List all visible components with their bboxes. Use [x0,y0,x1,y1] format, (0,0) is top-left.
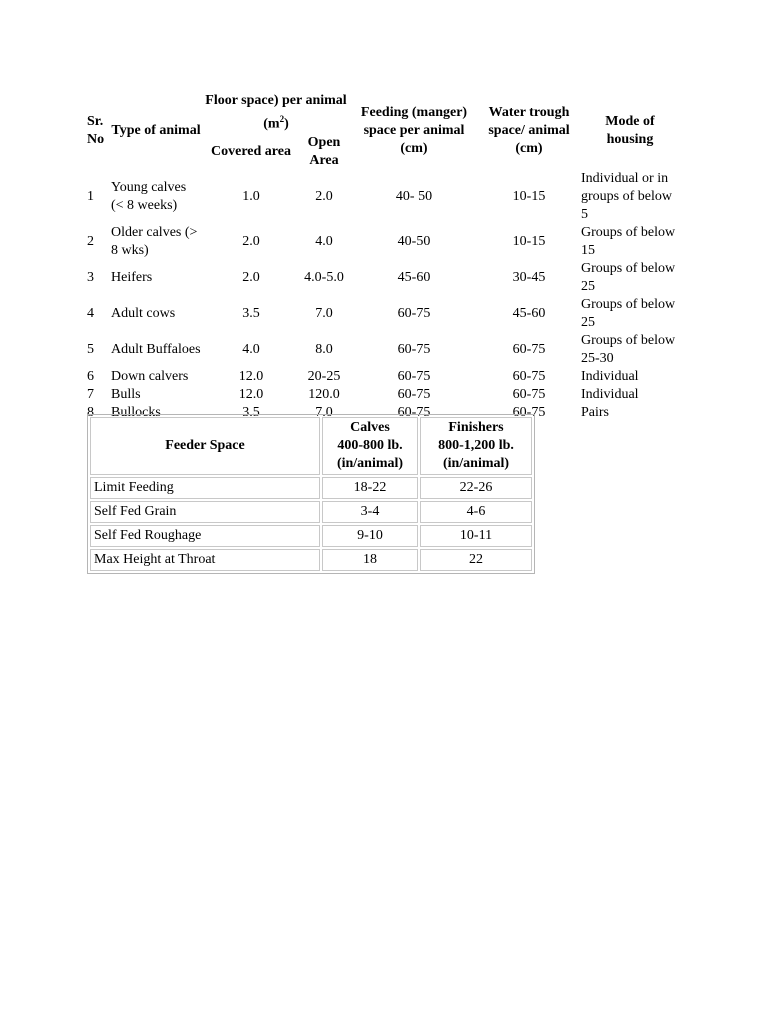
water-cell: 60-75 [512,404,546,420]
feeder-label-cell: Self Fed Grain [90,501,320,523]
type-cell: Adult Buffaloes [111,341,201,357]
type-cell: Young calves (< 8 weeks) [111,179,187,213]
feeder-label-cell: Self Fed Roughage [90,525,320,547]
feeding-cell: 60-75 [397,404,431,420]
sr-cell: 1 [87,188,94,204]
calves-cell: 3-4 [322,501,418,523]
open-cell: 4.0-5.0 [304,269,344,285]
water-cell: 30-45 [512,269,546,285]
water-cell: 60-75 [512,341,546,357]
water-cell: 60-75 [512,386,546,402]
covered-cell: 12.0 [238,368,264,384]
open-cell: 120.0 [308,386,340,402]
table-row [90,549,532,571]
type-cell: Heifers [111,269,153,285]
table-row [85,386,681,404]
open-cell: 4.0 [315,233,333,249]
covered-cell: 12.0 [238,386,264,402]
table-row [85,368,681,386]
sr-cell: 7 [87,386,94,402]
feeding-cell: 60-75 [397,386,431,402]
header-covered-area: Covered area [211,143,291,159]
finishers-cell: 22 [420,549,532,571]
finishers-cell: 22-26 [420,477,532,499]
calves-cell: 9-10 [322,525,418,547]
mode-cell: Groups of below 25-30 [581,332,676,366]
table-row [90,501,532,523]
covered-cell: 2.0 [242,233,260,249]
sr-cell: 4 [87,305,94,321]
table-row [85,170,681,224]
table-row [90,525,532,547]
water-cell: 45-60 [512,305,546,321]
type-cell: Adult cows [111,305,176,321]
header-open-area: Open Area [307,134,341,168]
water-cell: 10-15 [512,233,546,249]
feeding-cell: 45-60 [397,269,431,285]
water-cell: 60-75 [512,368,546,384]
table-row [85,224,681,260]
water-cell: 10-15 [512,188,546,204]
feeding-cell: 40- 50 [395,188,433,204]
header-sr-no: Sr. No [87,113,105,147]
feeder-label-cell: Max Height at Throat [90,549,320,571]
covered-cell: 2.0 [242,269,260,285]
open-cell: 2.0 [315,188,333,204]
mode-cell: Individual [581,368,639,384]
covered-cell: 1.0 [242,188,260,204]
table-row [90,477,532,499]
table-row [85,260,681,296]
feeding-cell: 60-75 [397,305,431,321]
header-feeder-space: Feeder Space [90,417,320,475]
calves-cell: 18 [322,549,418,571]
mode-cell: Pairs [581,404,609,420]
table-row [85,296,681,332]
mode-cell: Individual or in groups of below 5 [581,170,672,222]
sr-cell: 6 [87,368,94,384]
type-cell: Older calves (> 8 wks) [111,224,198,258]
feeding-cell: 60-75 [397,368,431,384]
feeding-cell: 60-75 [397,341,431,357]
mode-cell: Individual [581,386,639,402]
type-cell: Down calvers [111,368,189,384]
covered-cell: 4.0 [242,341,260,357]
sr-cell: 8 [87,404,94,420]
open-cell: 8.0 [315,341,333,357]
finishers-cell: 10-11 [420,525,532,547]
calves-cell: 18-22 [322,477,418,499]
type-cell: Bullocks [111,404,161,420]
header-calves: Calves 400-800 lb. (in/animal) [322,417,418,475]
mode-cell: Groups of below 15 [581,224,676,258]
covered-cell: 3.5 [242,305,260,321]
open-cell: 20-25 [307,368,341,384]
sr-cell: 3 [87,269,94,285]
header-mode-of-housing: Mode of housing [605,113,655,147]
sr-cell: 5 [87,341,94,357]
header-type-of-animal: Type of animal [111,122,201,138]
feeder-space-table [87,414,535,574]
header-finishers: Finishers 800-1,200 lb. (in/animal) [420,417,532,475]
open-cell: 7.0 [315,305,333,321]
sr-cell: 2 [87,233,94,249]
feeding-cell: 40-50 [397,233,431,249]
covered-cell: 3.5 [242,404,260,420]
finishers-cell: 4-6 [420,501,532,523]
type-cell: Bulls [111,386,141,402]
header-water-trough: Water trough space/ animal (cm) [488,104,570,156]
open-cell: 7.0 [315,404,333,420]
table-row [85,332,681,368]
space-requirements-table [85,92,681,422]
header-feeding-space: Feeding (manger) space per animal (cm) [360,104,468,156]
mode-cell: Groups of below 25 [581,260,676,294]
feeder-label-cell: Limit Feeding [90,477,320,499]
header-floor-space: Floor space) per animal $(m^2)$ [205,93,347,132]
mode-cell: Groups of below 25 [581,296,676,330]
